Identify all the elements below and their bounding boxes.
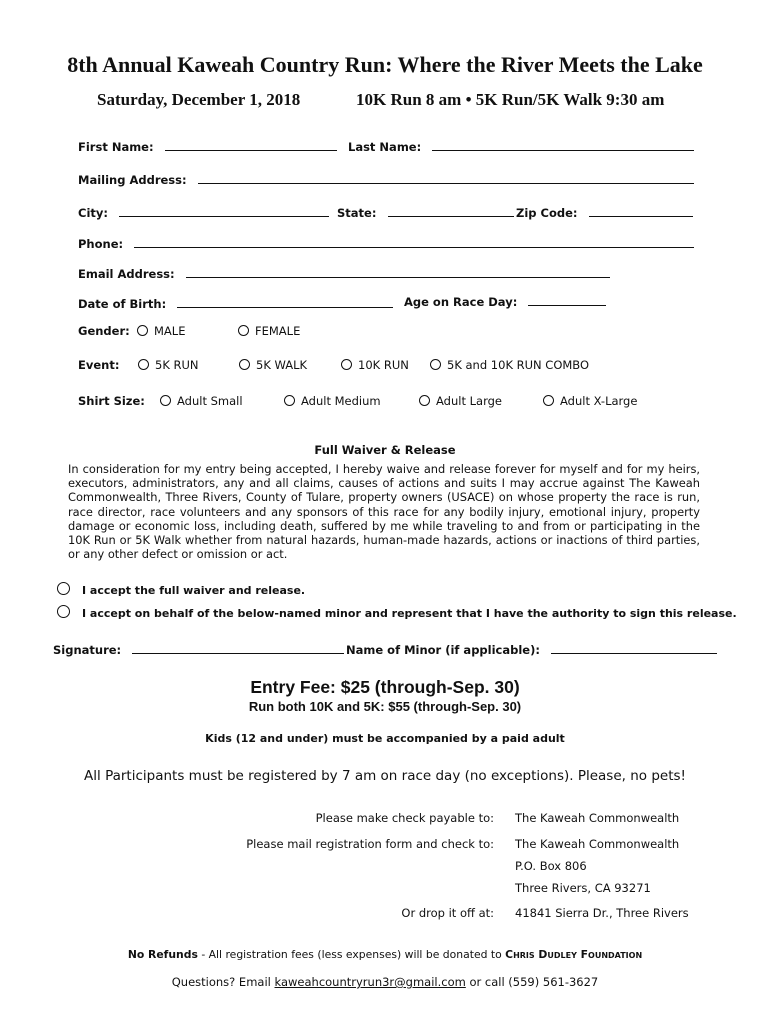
mail-to-label: Please mail registration form and check to: [246,837,494,851]
questions-suffix: or call (559) 561-3627 [465,975,599,989]
minor-name-row [346,639,717,658]
radio-icon[interactable] [239,359,250,370]
shirt-option-large[interactable] [419,394,502,408]
radio-icon[interactable] [160,395,171,406]
radio-icon[interactable] [138,359,149,370]
shirt-option-label: Adult Large [436,394,502,408]
foundation-name: Chris Dudley Foundation [505,948,643,961]
email-field[interactable] [186,266,610,278]
radio-icon[interactable] [284,395,295,406]
accept-minor-option[interactable] [57,602,737,621]
radio-icon[interactable] [137,325,148,336]
gender-option-label: MALE [154,324,186,338]
last-name-label: Last Name: [348,140,422,154]
shirt-option-label: Adult X-Large [560,394,638,408]
drop-off-label: Or drop it off at: [401,906,494,920]
check-payable-value: The Kaweah Commonwealth [515,811,680,825]
first-name-label: First Name: [78,140,154,154]
dob-row [78,293,393,312]
refund-note [0,948,770,961]
kids-note: Kids (12 and under) must be accompanied by a paid adult [205,732,565,745]
contact-email-link[interactable]: kaweahcountryrun3r@gmail.com [274,975,466,989]
zip-row [516,202,693,221]
state-label: State: [337,206,377,220]
mail-address-line3: Three Rivers, CA 93271 [515,881,651,895]
email-label: Email Address: [78,267,175,281]
event-option-5k-walk[interactable] [239,358,307,372]
first-name-field[interactable] [165,139,337,151]
mailing-address-field[interactable] [198,172,694,184]
first-name-row [78,136,337,155]
mailing-address-label: Mailing Address: [78,173,187,187]
drop-off-value: 41841 Sierra Dr., Three Rivers [515,906,689,920]
radio-icon[interactable] [57,582,70,595]
age-row [404,291,606,310]
refund-text: - All registration fees (less expenses) will be donated to [197,948,506,961]
radio-icon[interactable] [419,395,430,406]
event-label: Event: [78,358,120,372]
no-refunds-label: No Refunds [127,948,198,961]
shirt-size-label: Shirt Size: [78,394,145,408]
waiver-text: In consideration for my entry being accepted, I hereby waive and release forever for myself and for my heirs, executors, administrators, any and all claims, causes of actions and suits I may accrue against The Kaweah Commonwealth, Three Rivers, County of Tulare, property owners (USACE) on whose property the race is run, race director, race volunteers and any sponsors of this race for any bodily injury, emotional injury, property damage or economic loss, including death, suffered by me while traveling to and from or participating in the 10K Run or 5K Walk whether from natural hazards, human-made hazards, actions or inactions of third parties, or any other defect or omission or act. [68,462,700,562]
gender-option-male[interactable] [137,324,185,338]
signature-row [53,639,344,658]
minor-name-field[interactable] [551,642,717,654]
radio-icon[interactable] [543,395,554,406]
gender-option-label: FEMALE [255,324,301,338]
event-option-label: 5K WALK [256,358,308,372]
phone-label: Phone: [78,237,124,251]
accept-minor-label: I accept on behalf of the below-named minor and represent that I have the authority to sign this release. [82,607,737,620]
event-option-combo[interactable] [430,358,589,372]
state-field[interactable] [388,205,514,217]
state-row [337,202,514,221]
event-option-label: 10K RUN [358,358,409,372]
phone-field[interactable] [134,236,694,248]
age-label: Age on Race Day: [404,295,518,309]
shirt-option-medium[interactable] [284,394,381,408]
shirt-option-small[interactable] [160,394,243,408]
entry-fee: Entry Fee: $25 (through-Sep. 30) [250,677,520,697]
radio-icon[interactable] [238,325,249,336]
questions-prefix: Questions? Email [171,975,275,989]
gender-option-female[interactable] [238,324,300,338]
city-row [78,202,329,221]
event-option-label: 5K RUN [155,358,199,372]
city-field[interactable] [119,205,329,217]
registration-note: All Participants must be registered by 7 am on race day (no exceptions). Please, no pets! [84,768,686,784]
minor-name-label: Name of Minor (if applicable): [346,643,540,657]
gender-label: Gender: [78,324,130,338]
radio-icon[interactable] [341,359,352,370]
signature-label: Signature: [53,643,122,657]
city-label: City: [78,206,108,220]
event-option-5k-run[interactable] [138,358,199,372]
shirt-option-xlarge[interactable] [543,394,637,408]
check-payable-label: Please make check payable to: [315,811,494,825]
shirt-option-label: Adult Small [177,394,243,408]
last-name-field[interactable] [432,139,694,151]
age-field[interactable] [528,294,606,306]
phone-row [78,233,694,252]
waiver-heading: Full Waiver & Release [314,443,456,457]
mail-address-line1: The Kaweah Commonwealth [515,837,680,851]
dob-label: Date of Birth: [78,297,167,311]
accept-full-label: I accept the full waiver and release. [82,584,306,597]
mail-address-line2: P.O. Box 806 [515,859,587,873]
radio-icon[interactable] [430,359,441,370]
radio-icon[interactable] [57,605,70,618]
event-option-label: 5K and 10K RUN COMBO [447,358,590,372]
questions-line [0,975,770,989]
zip-label: Zip Code: [516,206,578,220]
accept-full-option[interactable] [57,579,305,598]
dob-field[interactable] [177,296,393,308]
event-times: 10K Run 8 am • 5K Run/5K Walk 9:30 am [356,90,665,109]
email-row [78,263,610,282]
last-name-row [348,136,694,155]
shirt-option-label: Adult Medium [301,394,381,408]
page-title: 8th Annual Kaweah Country Run: Where the River Meets the Lake [67,52,703,77]
combo-fee: Run both 10K and 5K: $55 (through-Sep. 30) [248,699,522,714]
signature-field[interactable] [132,642,344,654]
mailing-address-row [78,169,694,188]
zip-field[interactable] [589,205,693,217]
event-date: Saturday, December 1, 2018 [97,90,301,109]
event-option-10k-run[interactable] [341,358,409,372]
